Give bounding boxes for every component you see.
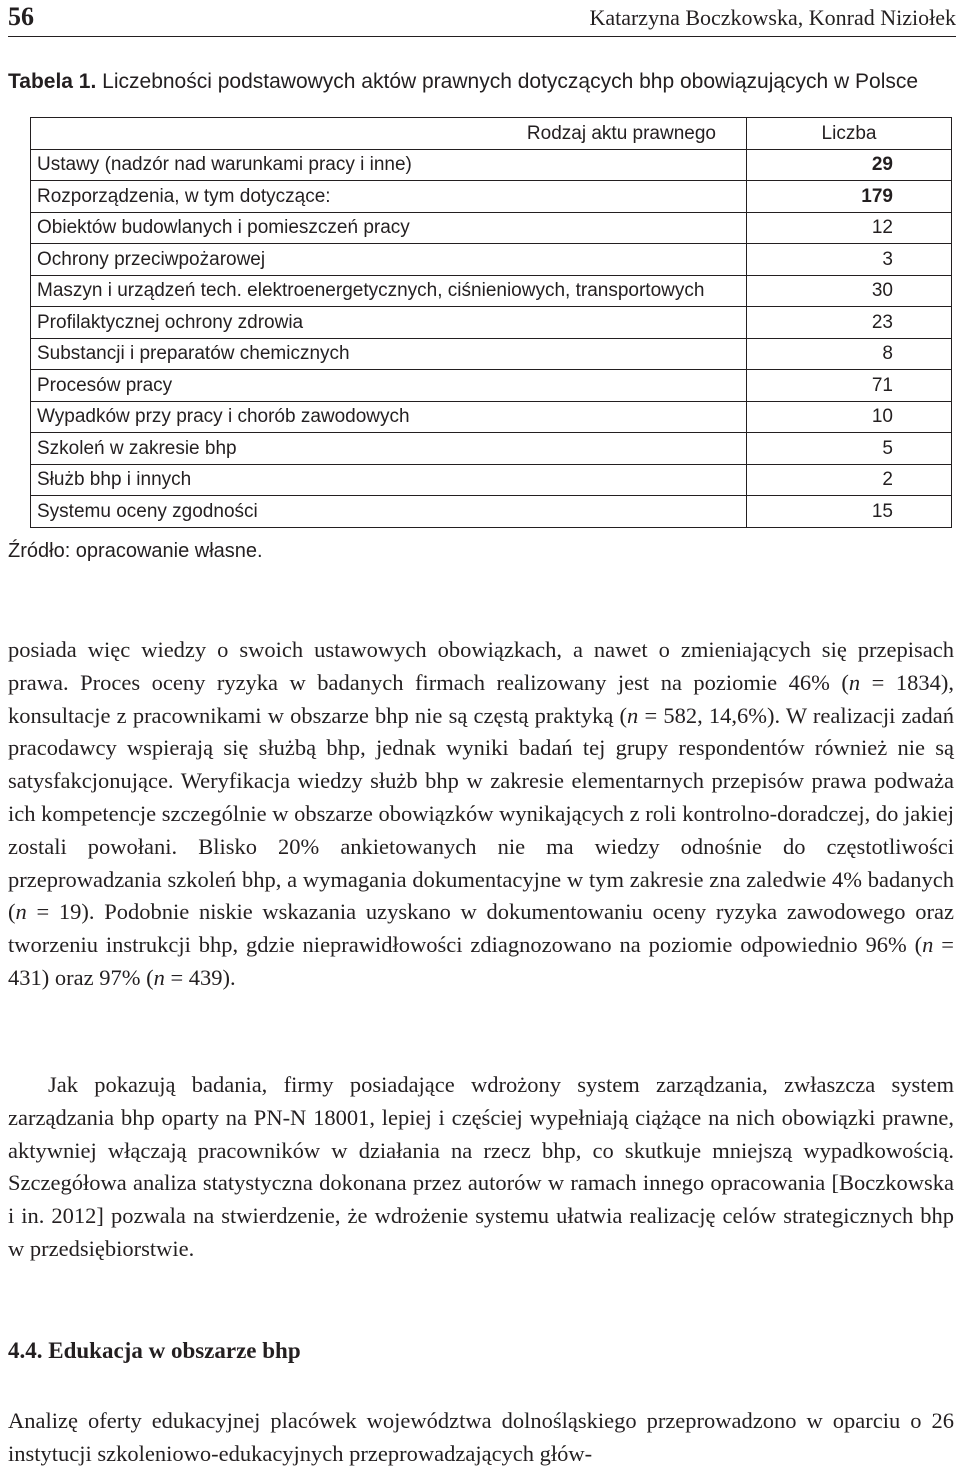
- table-row: [31, 433, 952, 465]
- row-name: Wypadków przy pracy i chorób zawodowych: [31, 401, 747, 433]
- paragraph-1-part-f: = 439).: [164, 964, 236, 990]
- paragraph-1: [8, 634, 954, 995]
- paragraph-2: Jak pokazują badania, firmy posiadające wdrożony system zarządzania, zwłaszcza system zarządzania bhp oparty na PN-N 18001, lepiej i częściej wypełniają ciążące na nich obowiązki prawne, aktywniej włączają pracowników w działania na rzecz bhp, co skutkuje mniejszą wypadkowością. Szczegółowa analiza statystyczna dokonana przez autorów w ramach innego opracowania [Boczkowska i in. 2012] pozwala na stwierdzenie, że wdrożenie systemu ułatwia realizację celów strategicznych bhp w przedsiębiorstwie.: [8, 1072, 954, 1261]
- table-source-note: Źródło: opracowanie własne.: [8, 540, 263, 562]
- table-row: [31, 464, 952, 496]
- sample-size-symbol: n: [153, 964, 165, 990]
- row-count: 23: [747, 307, 952, 339]
- table-row: [31, 370, 952, 402]
- row-name: Profilaktycznej ochrony zdrowia: [31, 307, 747, 339]
- table-caption-text: Liczebności podstawowych aktów prawnych dotyczących bhp obowiązujących w Polsce: [102, 70, 919, 93]
- paragraph-1-part-e: = 431) oraz 97% (: [8, 932, 954, 990]
- row-count: 29: [747, 149, 952, 181]
- paragraph-1-part-d: = 19). Podobnie niskie wskazania uzyskano w dokumentowaniu oceny ryzyka zawodowego oraz tworzeniu instrukcji bhp, gdzie nieprawidłowości zdiagnozowano na poziomie odpowiednio 96% (: [8, 899, 954, 958]
- row-count: 2: [747, 464, 952, 496]
- table-row: [31, 496, 952, 528]
- sample-size-symbol: n: [627, 702, 639, 728]
- row-name: Rozporządzenia, w tym dotyczące:: [31, 181, 747, 213]
- column-header-count: Liczba: [747, 118, 952, 150]
- row-count: 30: [747, 275, 952, 307]
- table-row: [31, 275, 952, 307]
- table-caption: [8, 70, 918, 94]
- paragraph-1-part-b: = 1834), konsultacje z pracownikami w obszarze bhp nie są częstą praktyką (: [8, 669, 954, 728]
- section-heading: 4.4. Edukacja w obszarze bhp: [8, 1338, 301, 1363]
- table-row: [31, 212, 952, 244]
- row-name: Ustawy (nadzór nad warunkami pracy i inne): [31, 149, 747, 181]
- table-row: [31, 401, 952, 433]
- row-name: Procesów pracy: [31, 370, 747, 402]
- sample-size-symbol: n: [15, 899, 27, 925]
- row-count: 3: [747, 244, 952, 276]
- table-row: [31, 307, 952, 339]
- row-count: 12: [747, 212, 952, 244]
- column-header-type: Rodzaj aktu prawnego: [31, 118, 747, 150]
- row-name: Ochrony przeciwpożarowej: [31, 244, 747, 276]
- row-name: Obiektów budowlanych i pomieszczeń pracy: [31, 212, 747, 244]
- row-name: Substancji i preparatów chemicznych: [31, 338, 747, 370]
- row-count: 179: [747, 181, 952, 213]
- running-head-authors: Katarzyna Boczkowska, Konrad Niziołek: [589, 5, 956, 30]
- paragraph-1-part-c: = 582, 14,6%). W realizacji zadań pracodawcy wspierają się służbą bhp, jednak wyniki badań tej grupy respondentów również nie są satysfakcjonujące. Weryfikacja wiedzy służb bhp w zakresie elementarnych przepisów prawa podważa ich kompetencje szczególnie w obszarze obowiązków wynikających z roli kontrolno-doradczej, do jakiej zostali powołani. Blisko 20% ankietowanych nie ma wiedzy odnośnie do częstotliwości przeprowadzania szkoleń bhp, a wymagania dokumentacyjne w tym zakresie zna zaledwie 4% badanych (: [8, 702, 954, 925]
- table-row: [31, 338, 952, 370]
- row-count: 5: [747, 433, 952, 465]
- row-count: 10: [747, 401, 952, 433]
- sample-size-symbol: n: [922, 932, 934, 958]
- row-name: Szkoleń w zakresie bhp: [31, 433, 747, 465]
- row-name: Systemu oceny zgodności: [31, 496, 747, 528]
- table-header-row: [31, 118, 952, 150]
- table-row: [31, 149, 952, 181]
- row-count: 71: [747, 370, 952, 402]
- paragraph-1-part-a: posiada więc wiedzy o swoich ustawowych obowiązkach, a nawet o zmieniających się przepisach prawa. Proces oceny ryzyka w badanych firmach realizowany jest na poziomie 46% (: [8, 637, 954, 695]
- sample-size-symbol: n: [848, 669, 861, 695]
- legal-acts-table: [30, 117, 952, 528]
- row-count: 15: [747, 496, 952, 528]
- page-number: 56: [8, 2, 34, 31]
- row-name: Maszyn i urządzeń tech. elektroenergetycznych, ciśnieniowych, transportowych: [31, 275, 747, 307]
- table-label: Tabela 1.: [8, 70, 97, 93]
- paragraph-3: Analizę oferty edukacyjnej placówek województwa dolnośląskiego przeprowadzono w oparciu o 26 instytucji szkoleniowo-edukacyjnych przeprowadzających głów-: [8, 1408, 954, 1466]
- row-name: Służb bhp i innych: [31, 464, 747, 496]
- page-header: [8, 0, 956, 37]
- row-count: 8: [747, 338, 952, 370]
- table-row: [31, 181, 952, 213]
- table-row: [31, 244, 952, 276]
